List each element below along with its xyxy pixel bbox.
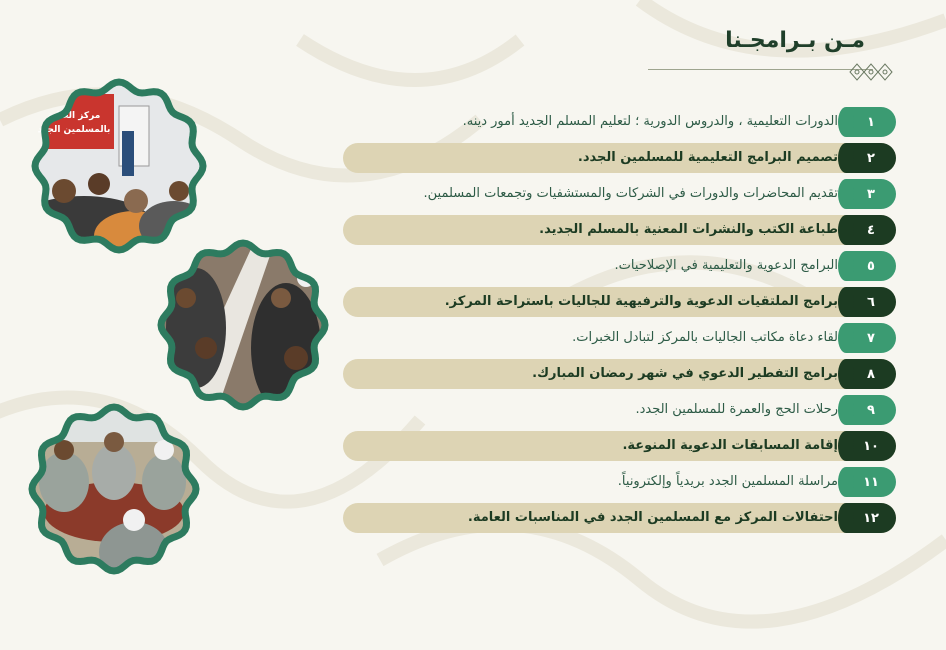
program-pill xyxy=(343,431,896,461)
program-number-badge: ٥ xyxy=(846,251,896,281)
program-item xyxy=(343,107,896,137)
program-text: طباعة الكتب والنشرات المعنية بالمسلم الجديد. xyxy=(539,222,838,237)
program-text: برامج الملتقيات الدعوية والترفيهية للجاليات باستراحة المركز. xyxy=(444,294,838,309)
program-pill xyxy=(343,143,896,173)
program-number-badge: ٩ xyxy=(846,395,896,425)
program-number-badge: ٧ xyxy=(846,323,896,353)
program-pill xyxy=(343,323,896,353)
program-item xyxy=(343,431,896,461)
program-number-badge: ٦ xyxy=(846,287,896,317)
program-number-badge: ١ xyxy=(846,107,896,137)
program-text: لقاء دعاة مكاتب الجاليات بالمركز لتبادل الخبرات. xyxy=(572,330,838,345)
program-pill xyxy=(343,287,896,317)
iftar-photo xyxy=(156,238,331,413)
program-pill xyxy=(343,359,896,389)
program-pill xyxy=(343,251,896,281)
program-text: مراسلة المسلمين الجدد بريدياً وإلكترونياً. xyxy=(617,474,838,489)
program-item xyxy=(343,503,896,533)
program-number-badge: ٨ xyxy=(846,359,896,389)
programs-list xyxy=(343,107,896,539)
title-divider xyxy=(648,69,873,70)
program-text: احتفالات المركز مع المسلمين الجدد في المناسبات العامة. xyxy=(467,510,838,525)
gathering-photo xyxy=(24,402,204,577)
program-pill xyxy=(343,503,896,533)
program-pill xyxy=(343,467,896,497)
program-number-badge: ٣ xyxy=(846,179,896,209)
program-text: برامج التفطير الدعوي في شهر رمضان المبارك. xyxy=(532,366,838,381)
program-item xyxy=(343,215,896,245)
program-number-badge: ١٠ xyxy=(846,431,896,461)
program-item xyxy=(343,143,896,173)
program-item xyxy=(343,467,896,497)
program-text: الدورات التعليمية ، والدروس الدورية ؛ لتعليم المسلم الجديد أمور دينه. xyxy=(462,114,838,129)
program-pill xyxy=(343,215,896,245)
program-item xyxy=(343,359,896,389)
program-number-badge: ٢ xyxy=(846,143,896,173)
program-text: تصميم البرامج التعليمية للمسلمين الجدد. xyxy=(577,150,838,165)
program-number-badge: ١١ xyxy=(846,467,896,497)
program-text: البرامج الدعوية والتعليمية في الإصلاحيات. xyxy=(614,258,838,273)
program-item xyxy=(343,395,896,425)
program-pill xyxy=(343,179,896,209)
lecture-photo xyxy=(24,76,214,256)
program-pill xyxy=(343,107,896,137)
program-item xyxy=(343,251,896,281)
program-item xyxy=(343,323,896,353)
program-text: تقديم المحاضرات والدورات في الشركات والمستشفيات وتجمعات المسلمين. xyxy=(423,186,838,201)
banner-line-2: بالمسلمين الجدد xyxy=(37,125,111,135)
program-number-badge: ٤ xyxy=(846,215,896,245)
program-item xyxy=(343,287,896,317)
program-number-badge: ١٢ xyxy=(846,503,896,533)
program-text: إقامة المسابقات الدعوية المنوعة. xyxy=(622,438,838,453)
program-text: رحلات الحج والعمرة للمسلمين الجدد. xyxy=(635,402,838,417)
ornament-icon xyxy=(845,60,905,84)
section-title: مـن بـرامجـنا xyxy=(725,28,865,53)
program-item xyxy=(343,179,896,209)
banner-line-1: مركز العناية xyxy=(47,111,101,121)
program-pill xyxy=(343,395,896,425)
